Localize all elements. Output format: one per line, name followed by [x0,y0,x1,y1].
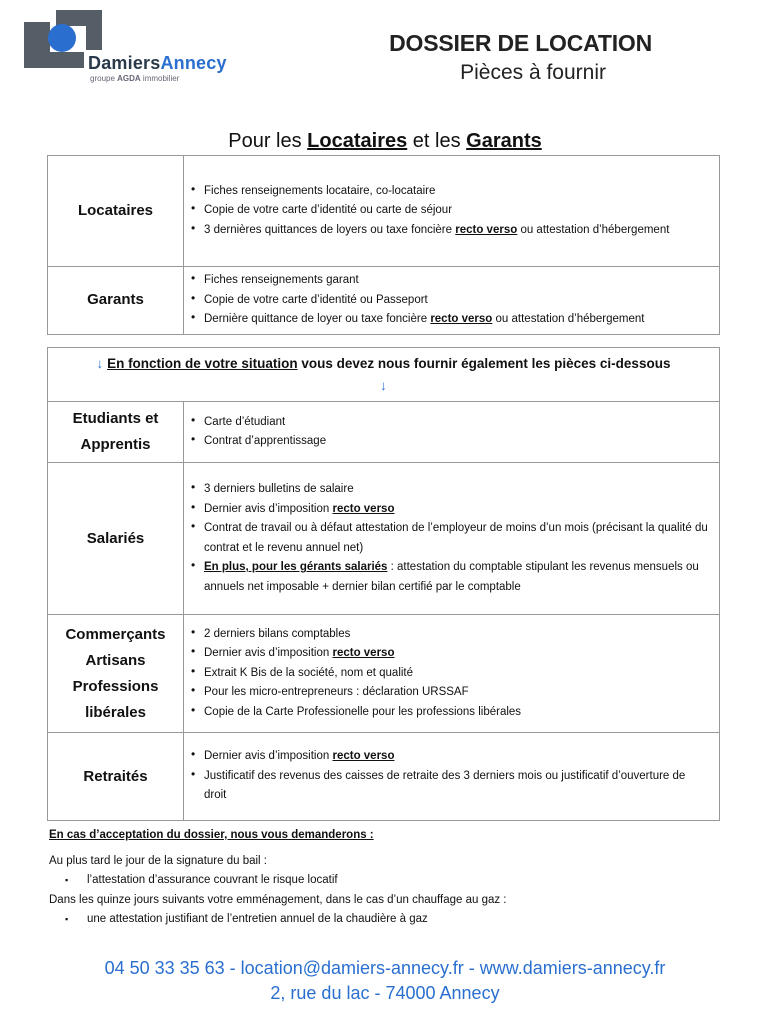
title-locataires: Locataires [307,130,408,152]
item-text: ou attestation d’hébergement [492,313,645,325]
item-text: ou attestation d’hébergement [517,223,670,236]
list-item: • Copie de votre carte d’identité ou Passeport [204,291,709,311]
list-item: ▪ une attestation justifiant de l’entretien annuel de la chaudière à gaz [87,910,729,930]
item-emphasis: recto verso [332,750,395,763]
list-item [204,310,709,330]
list-item: • Pour les micro-entrepreneurs : déclaration URSSAF [204,683,709,703]
row-label: Retraités [48,733,184,821]
list-item [204,747,709,767]
row-content [184,615,720,733]
list-item: • Extrait K Bis de la société, nom et qualité [204,664,709,684]
title-mid: et les [407,130,467,152]
list-item: • Fiches renseignements garant [204,271,709,291]
list-item: • Carte d’étudiant [204,413,709,433]
title-garants: Garants [466,130,542,152]
arrow-down-icon: ↓ [380,378,387,393]
row-content [184,733,720,821]
footer-address: 2, rue du lac - 74000 Annecy [270,983,500,1003]
item-text: Dernière quittance de loyer ou taxe foncière [204,313,431,325]
list-item [204,221,709,241]
row-label: Garants [48,267,184,335]
list-item: ▪ l’attestation d’assurance couvrant le risque locatif [87,871,729,891]
item-emphasis: recto verso [455,223,518,236]
table-row [48,156,720,267]
item-text: : attestation du comptable stipulant les revenus mensuels ou annuels net imposable + dernier bilan certifié par le comptable [204,561,699,593]
document-subtitle: Pièces à fournir [460,61,606,84]
row-label: Salariés [48,463,184,615]
list-item: • Justificatif des revenus des caisses de retraite des 3 derniers mois ou justificatif d’ouverture de droit [204,767,709,806]
row-content [184,463,720,615]
list-item: • 2 derniers bilans comptables [204,625,709,645]
item-emphasis: recto verso [332,647,395,660]
list-item: • Copie de votre carte d’identité ou carte de séjour [204,201,709,221]
document-title: DOSSIER DE LOCATION [389,30,652,56]
situation-header-rest: vous devez nous fournir également les pièces ci-dessous [297,356,671,371]
list-item: • Contrat de travail ou à défaut attestation de l’employeur de moins d’un mois (précisant la qualité du contrat et le revenu annuel net) [204,519,709,558]
brand-sub-prefix: groupe [90,74,118,83]
acceptance-section [49,826,729,930]
list-item: • Contrat d’apprentissage [204,432,709,452]
table-row [48,267,720,335]
arrow-down-icon: ↓ [96,356,104,371]
item-emphasis: En plus, pour les gérants salariés [204,561,388,573]
table-row [48,733,720,821]
item-text: Dernier avis d’imposition [204,502,333,515]
row-label: Locataires [48,156,184,267]
table-header-row [48,348,720,402]
item-emphasis: recto verso [332,502,395,515]
brand-subtitle [90,74,179,83]
acceptance-line: Au plus tard le jour de la signature du bail : [49,854,267,867]
brand-part-a: Damiers [88,53,161,73]
list-item: • Copie de la Carte Professionelle pour les professions libérales [204,703,709,723]
row-content [184,402,720,463]
situation-header-underlined: En fonction de votre situation [107,356,298,371]
situation-header [48,348,720,402]
footer-contact: 04 50 33 35 63 - location@damiers-annecy.fr - www.damiers-annecy.fr [104,958,666,978]
row-content [184,267,720,335]
section-title [0,130,770,153]
brand-sub-bold: AGDA [117,74,141,83]
item-text: Dernier avis d’imposition [204,750,333,763]
list-item: • Fiches renseignements locataire, co-locataire [204,182,709,202]
row-label: Commerçants Artisans Professions libérales [48,615,184,733]
acceptance-line: Dans les quinze jours suivants votre emménagement, dans le cas d’un chauffage au gaz : [49,893,507,906]
brand-sub-suffix: immobilier [140,74,180,83]
list-item [204,558,709,597]
item-emphasis: recto verso [430,313,493,325]
list-item [204,644,709,664]
table-row [48,615,720,733]
list-item: • 3 derniers bulletins de salaire [204,480,709,500]
item-text: 3 dernières quittances de loyers ou taxe foncière [204,223,456,236]
table-situation [47,347,720,821]
row-label: Etudiants et Apprentis [48,402,184,463]
brand-name [88,53,227,74]
list-item [204,500,709,520]
brand-part-b: Annecy [160,53,227,73]
acceptance-heading: En cas d’acceptation du dossier, nous vous demanderons : [49,829,374,841]
item-text: Dernier avis d’imposition [204,647,333,660]
table-row [48,402,720,463]
table-row [48,463,720,615]
row-content [184,156,720,267]
title-pre: Pour les [228,130,308,152]
table-tenants-guarantors [47,155,720,335]
